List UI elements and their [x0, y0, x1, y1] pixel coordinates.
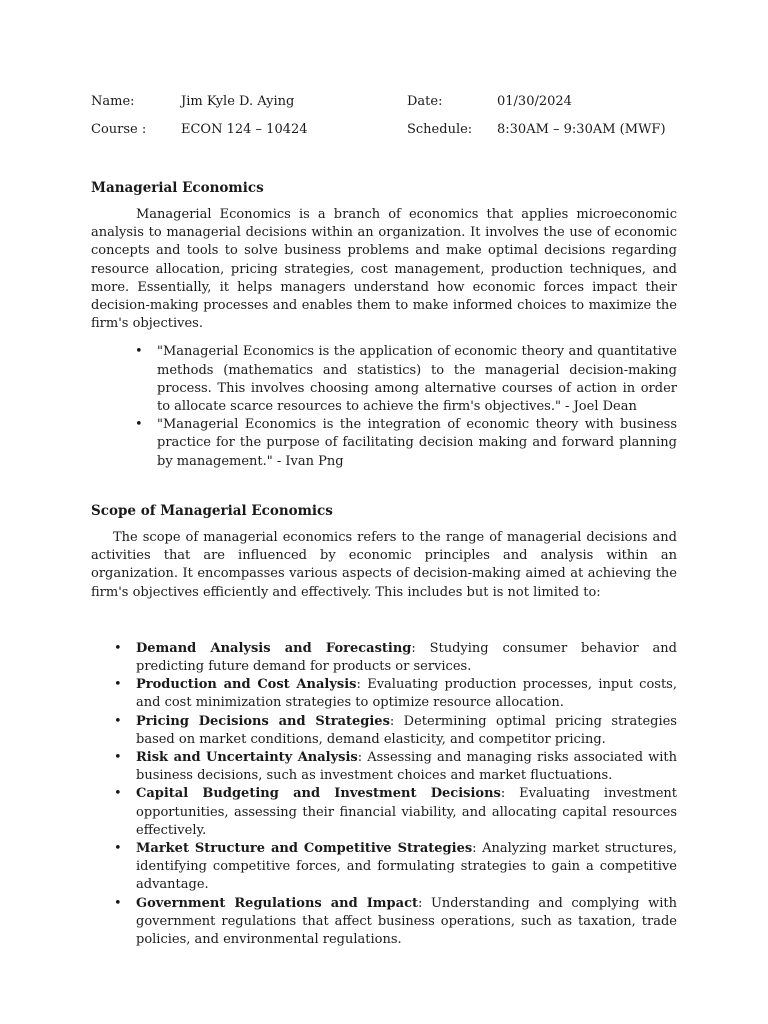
- list-item: [114, 676, 677, 712]
- student-info-header: [91, 93, 691, 149]
- bullet-icon: •: [114, 895, 122, 911]
- date-value: 01/30/2024: [497, 94, 572, 109]
- section-title: Scope of Managerial Economics: [91, 503, 333, 519]
- date-label: Date:: [407, 94, 443, 109]
- scope-desc: : Understanding and complying with government regulations that affect business operations, such as taxation, trade policies, and environmental regulations.: [136, 895, 677, 948]
- bullet-icon: •: [114, 713, 122, 729]
- header-row-name: [91, 93, 691, 121]
- section-scope: [91, 502, 677, 949]
- list-item: [114, 895, 677, 950]
- bullet-icon: •: [114, 786, 122, 802]
- section-title: Managerial Economics: [91, 180, 264, 196]
- scope-desc: : Evaluating investment opportunities, assessing their financial viability, and allocating capital resources effectively.: [136, 786, 677, 838]
- name-value: Jim Kyle D. Aying: [181, 94, 295, 109]
- list-item: [114, 840, 677, 895]
- course-value: ECON 124 – 10424: [181, 122, 308, 137]
- schedule-value: 8:30AM – 9:30AM (MWF): [497, 122, 666, 137]
- bullet-icon: •: [114, 640, 122, 656]
- scope-term: Risk and Uncertainty Analysis: [136, 750, 358, 766]
- list-item: [114, 713, 677, 749]
- section-paragraph: The scope of managerial economics refers to the range of managerial decisions and activities that are influenced by economic principles and analysis within an organization. It encompasses various aspects of decision-making aimed at achieving the firm's objectives efficiently and effectively. This includes but is not limited to:: [91, 530, 677, 600]
- scope-list: [91, 640, 677, 949]
- scope-term: Production and Cost Analysis: [136, 677, 357, 693]
- bullet-icon: •: [114, 841, 122, 857]
- schedule-label: Schedule:: [407, 122, 473, 137]
- bullet-icon: •: [114, 677, 122, 693]
- scope-term: Market Structure and Competitive Strategies: [136, 841, 473, 857]
- course-label: Course :: [91, 122, 147, 137]
- list-item: [135, 343, 677, 416]
- section-paragraph: Managerial Economics is a branch of economics that applies microeconomic analysis to managerial decisions within an organization. It involves the use of economic concepts and tools to solve business problems and make optimal decisions regarding resource allocation, pricing strategies, cost management, production techniques, and more. Essentially, it helps managers understand how economic forces impact their decision-making processes and enables them to make informed choices to maximize the firm's objectives.: [91, 207, 677, 332]
- scope-term: Capital Budgeting and Investment Decisions: [136, 786, 501, 802]
- quote-text: "Managerial Economics is the application of economic theory and quantitative methods (mathematics and statistics) to the managerial decision-making process. This involves choosing among alternative courses of action in order to allocate scarce resources to achieve the firm's objectives." - Joel Dean: [157, 344, 677, 415]
- scope-desc: : Analyzing market structures, identifying competitive forces, and formulating strategies to gain a competitive advantage.: [136, 841, 677, 893]
- name-label: Name:: [91, 94, 135, 109]
- list-item: [114, 640, 677, 676]
- scope-desc: : Determining optimal pricing strategies based on market conditions, demand elasticity, and competitor pricing.: [136, 713, 677, 747]
- scope-term: Demand Analysis and Forecasting: [136, 640, 412, 656]
- section-managerial-economics: [91, 179, 677, 471]
- bullet-icon: •: [114, 750, 122, 766]
- definition-quotes-list: [91, 343, 677, 470]
- bullet-icon: •: [135, 417, 143, 433]
- scope-term: Government Regulations and Impact: [136, 895, 418, 911]
- list-item: [114, 749, 677, 785]
- list-item: [135, 416, 677, 471]
- quote-text: "Managerial Economics is the integration of economic theory with business practice for the purpose of facilitating decision making and forward planning by management." - Ivan Png: [157, 417, 677, 469]
- scope-desc: : Assessing and managing risks associated with business decisions, such as investment choices and market fluctuations.: [136, 750, 677, 784]
- scope-desc: : Studying consumer behavior and predicting future demand for products or services.: [136, 640, 677, 675]
- header-row-course: [91, 121, 691, 149]
- scope-desc: : Evaluating production processes, input costs, and cost minimization strategies to optimize resource allocation.: [136, 677, 677, 711]
- list-item: [114, 785, 677, 840]
- scope-term: Pricing Decisions and Strategies: [136, 713, 390, 729]
- bullet-icon: •: [135, 344, 143, 360]
